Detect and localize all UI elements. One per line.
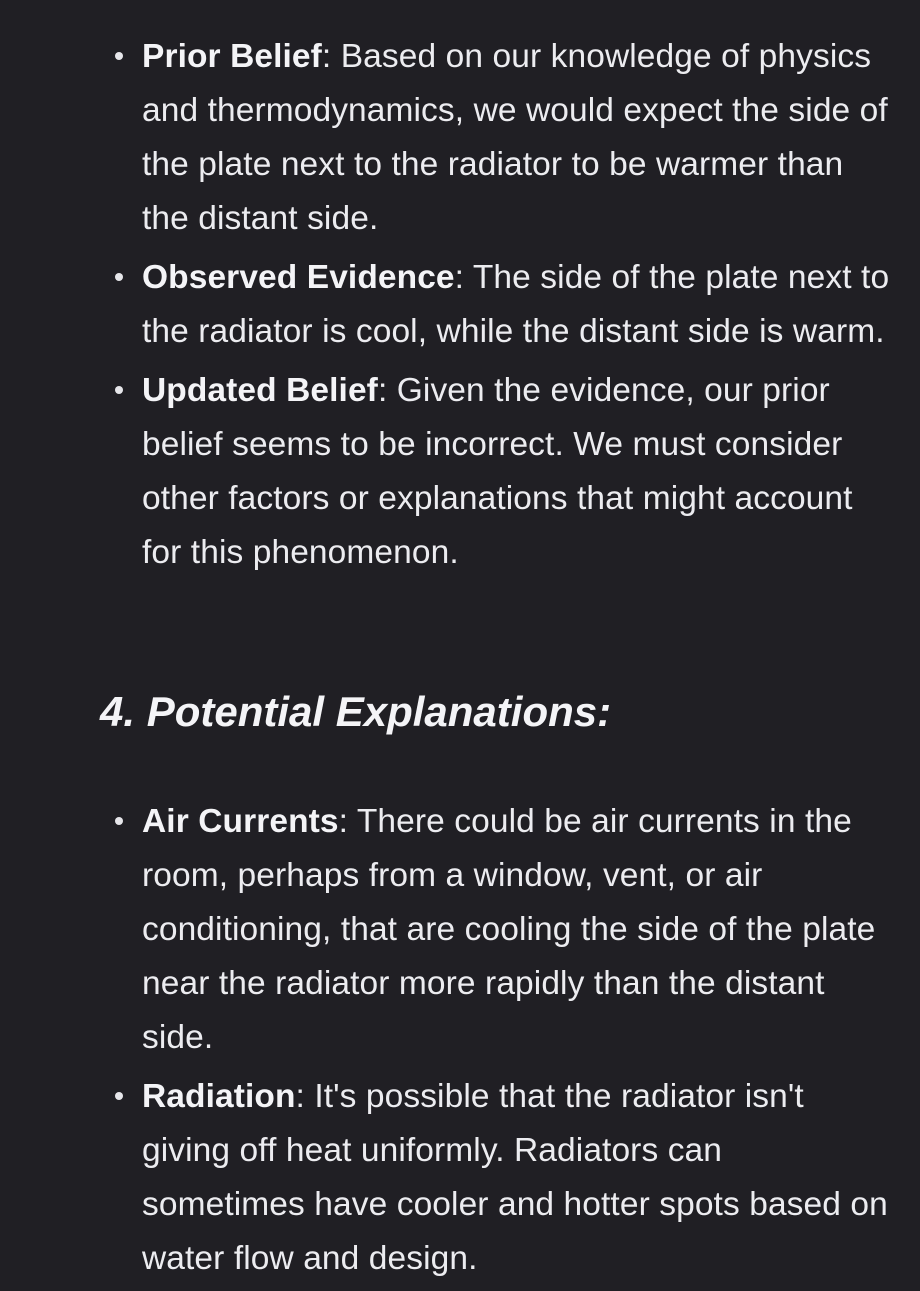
bullet-text: : The side of the plate next to the radiator is cool, while the distant side is warm.: [142, 259, 890, 350]
bullet-term: Prior Belief: [142, 38, 322, 75]
list-item-observed-evidence: [0, 251, 920, 359]
bullet-term: Air Currents: [142, 803, 339, 840]
bullet-dot-icon: [115, 52, 123, 60]
bullet-term: Updated Belief: [142, 372, 378, 409]
bullet-text: : There could be air currents in the room, perhaps from a window, vent, or air conditioning, that are cooling the side of the plate near the radiator more rapidly than the distant side.: [142, 803, 876, 1056]
list-item-prior-belief: [0, 30, 920, 246]
bullet-term: Observed Evidence: [142, 259, 455, 296]
bullet-text: : Given the evidence, our prior belief seems to be incorrect. We must consider other factors or explanations that might account for this phenomenon.: [142, 372, 853, 571]
list-item-air-currents: [0, 795, 920, 1065]
bullet-dot-icon: [115, 386, 123, 394]
bullet-text: : Based on our knowledge of physics and thermodynamics, we would expect the side of the plate next to the radiator to be warmer than the distant side.: [142, 38, 888, 237]
bullet-dot-icon: [115, 817, 123, 825]
bayes-bullet-list: [0, 30, 920, 585]
list-item-radiation: [0, 1070, 920, 1286]
explanations-bullet-list: [0, 795, 920, 1291]
section-heading-potential-explanations: 4. Potential Explanations:: [100, 688, 612, 735]
bullet-text: : It's possible that the radiator isn't giving off heat uniformly. Radiators can sometimes have cooler and hotter spots based on water flow and design.: [142, 1078, 888, 1277]
bullet-term: Radiation: [142, 1078, 296, 1115]
list-item-updated-belief: [0, 364, 920, 580]
bullet-dot-icon: [115, 1092, 123, 1100]
bullet-dot-icon: [115, 273, 123, 281]
